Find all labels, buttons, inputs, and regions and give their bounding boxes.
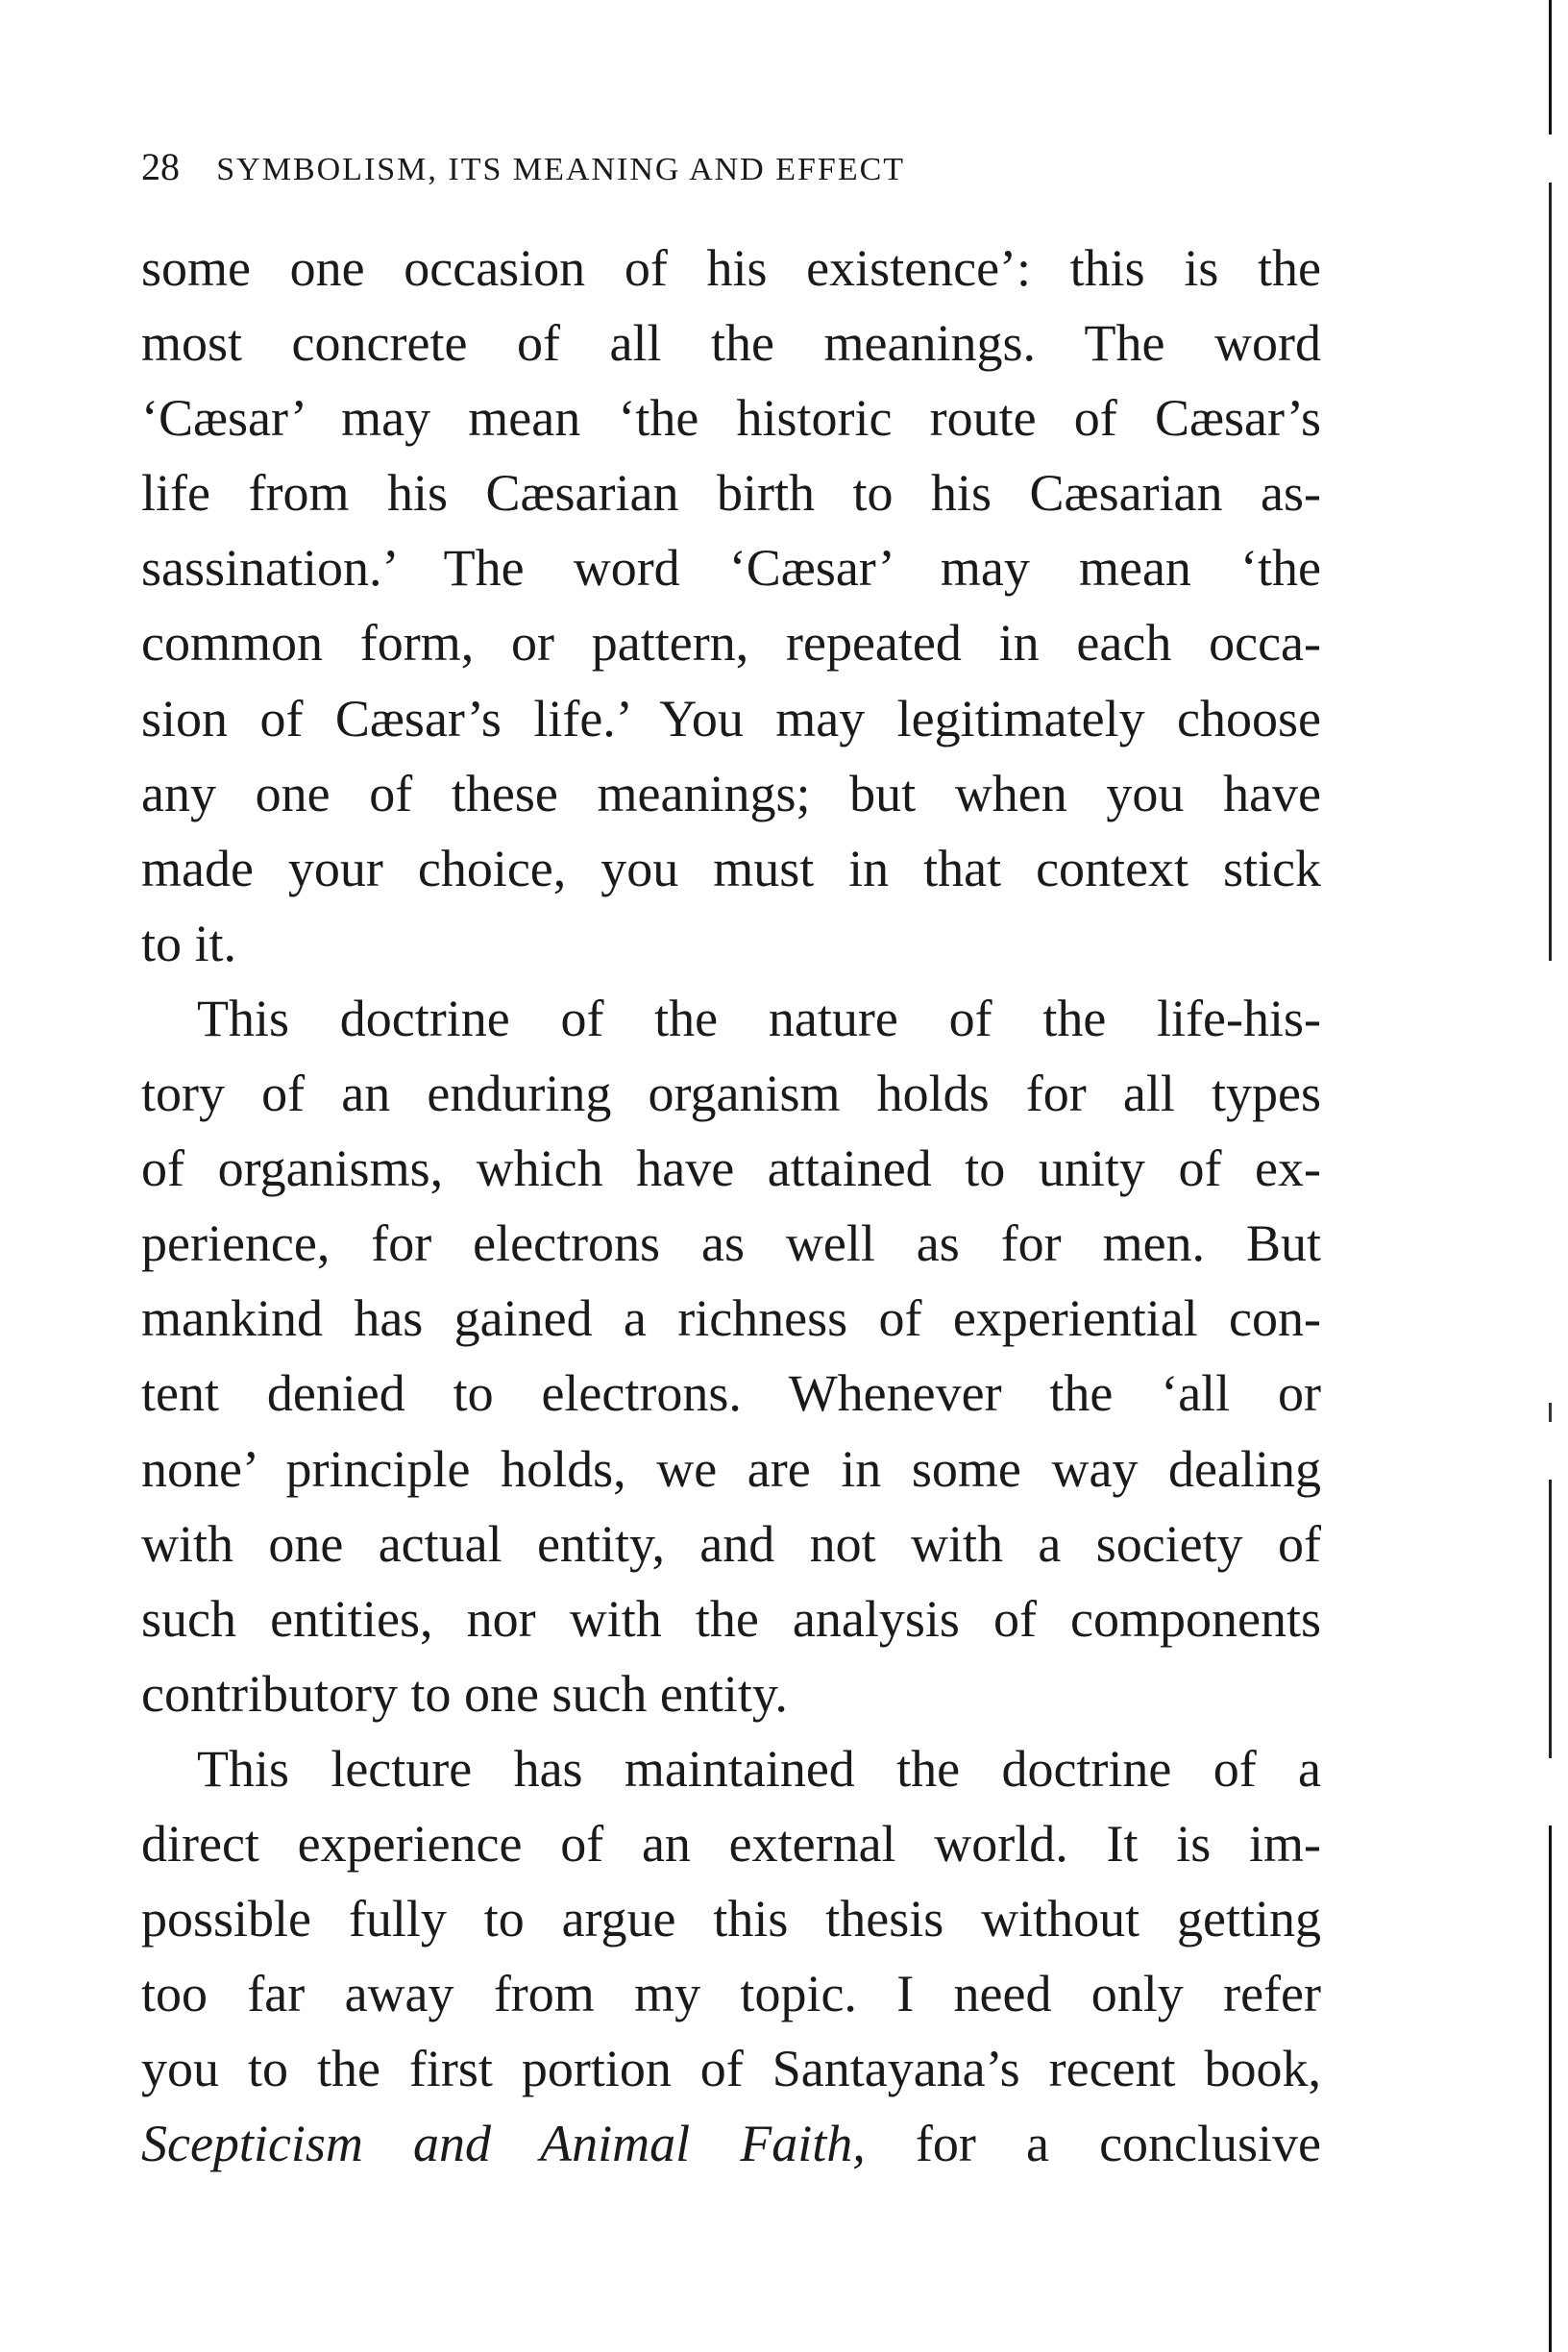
text-line: none’ principle holds, we are in some way dealing [141,1439,1321,1498]
text-line: mankind has gained a richness of experiential con- [141,1289,1321,1348]
body-text [141,231,1321,2181]
text-line: you to the first portion of Santayana’s recent book, [141,2040,1321,2098]
page-number: 28 [141,145,180,188]
text-line: of organisms, which have attained to unity of ex- [141,1139,1321,1198]
text-line: to it. [141,914,237,972]
running-title: SYMBOLISM, ITS MEANING AND EFFECT [216,152,906,187]
text-line: tory of an enduring organism holds for all types [141,1065,1321,1123]
paragraph-2 [141,981,1321,1731]
text-line: ‘Cæsar’ may mean ‘the historic route of Cæsar’s [141,389,1321,448]
paragraph-3 [141,1731,1321,2182]
text-line: contributory to one such entity. [141,1664,788,1723]
text-line: sassination.’ The word ‘Cæsar’ may mean ‘the [141,539,1321,598]
text-line: made your choice, you must in that context stick [141,839,1321,897]
running-header [141,144,905,189]
text-line: most concrete of all the meanings. The word [141,314,1321,373]
text-line-rest: for a conclusive [915,2115,1321,2173]
text-line: tent denied to electrons. Whenever the ‘all or [141,1364,1321,1423]
scan-edge-shadow [1549,0,1552,2352]
text-line: This lecture has maintained the doctrine of a [197,1739,1321,1798]
text-line: perience, for electrons as well as for men. But [141,1214,1321,1273]
text-line: sion of Cæsar’s life.’ You may legitimately choose [141,689,1321,747]
text-line: some one occasion of his existence’: this is the [141,239,1321,297]
text-line: any one of these meanings; but when you have [141,764,1321,822]
text-line: such entities, nor with the analysis of components [141,1589,1321,1648]
text-line: too far away from my topic. I need only refer [141,1965,1321,2023]
text-line-final [141,2106,1321,2181]
text-line: direct experience of an external world. It is im- [141,1814,1321,1873]
paragraph-1 [141,231,1321,981]
book-title: Scepticism and Animal Faith, [141,2115,866,2173]
text-line: common form, or pattern, repeated in each occa- [141,614,1321,673]
text-line: This doctrine of the nature of the life-his- [197,989,1321,1047]
text-line: with one actual entity, and not with a society of [141,1514,1321,1573]
text-line: possible fully to argue this thesis without getting [141,1890,1321,1948]
text-line: life from his Cæsarian birth to his Cæsarian as- [141,464,1321,523]
